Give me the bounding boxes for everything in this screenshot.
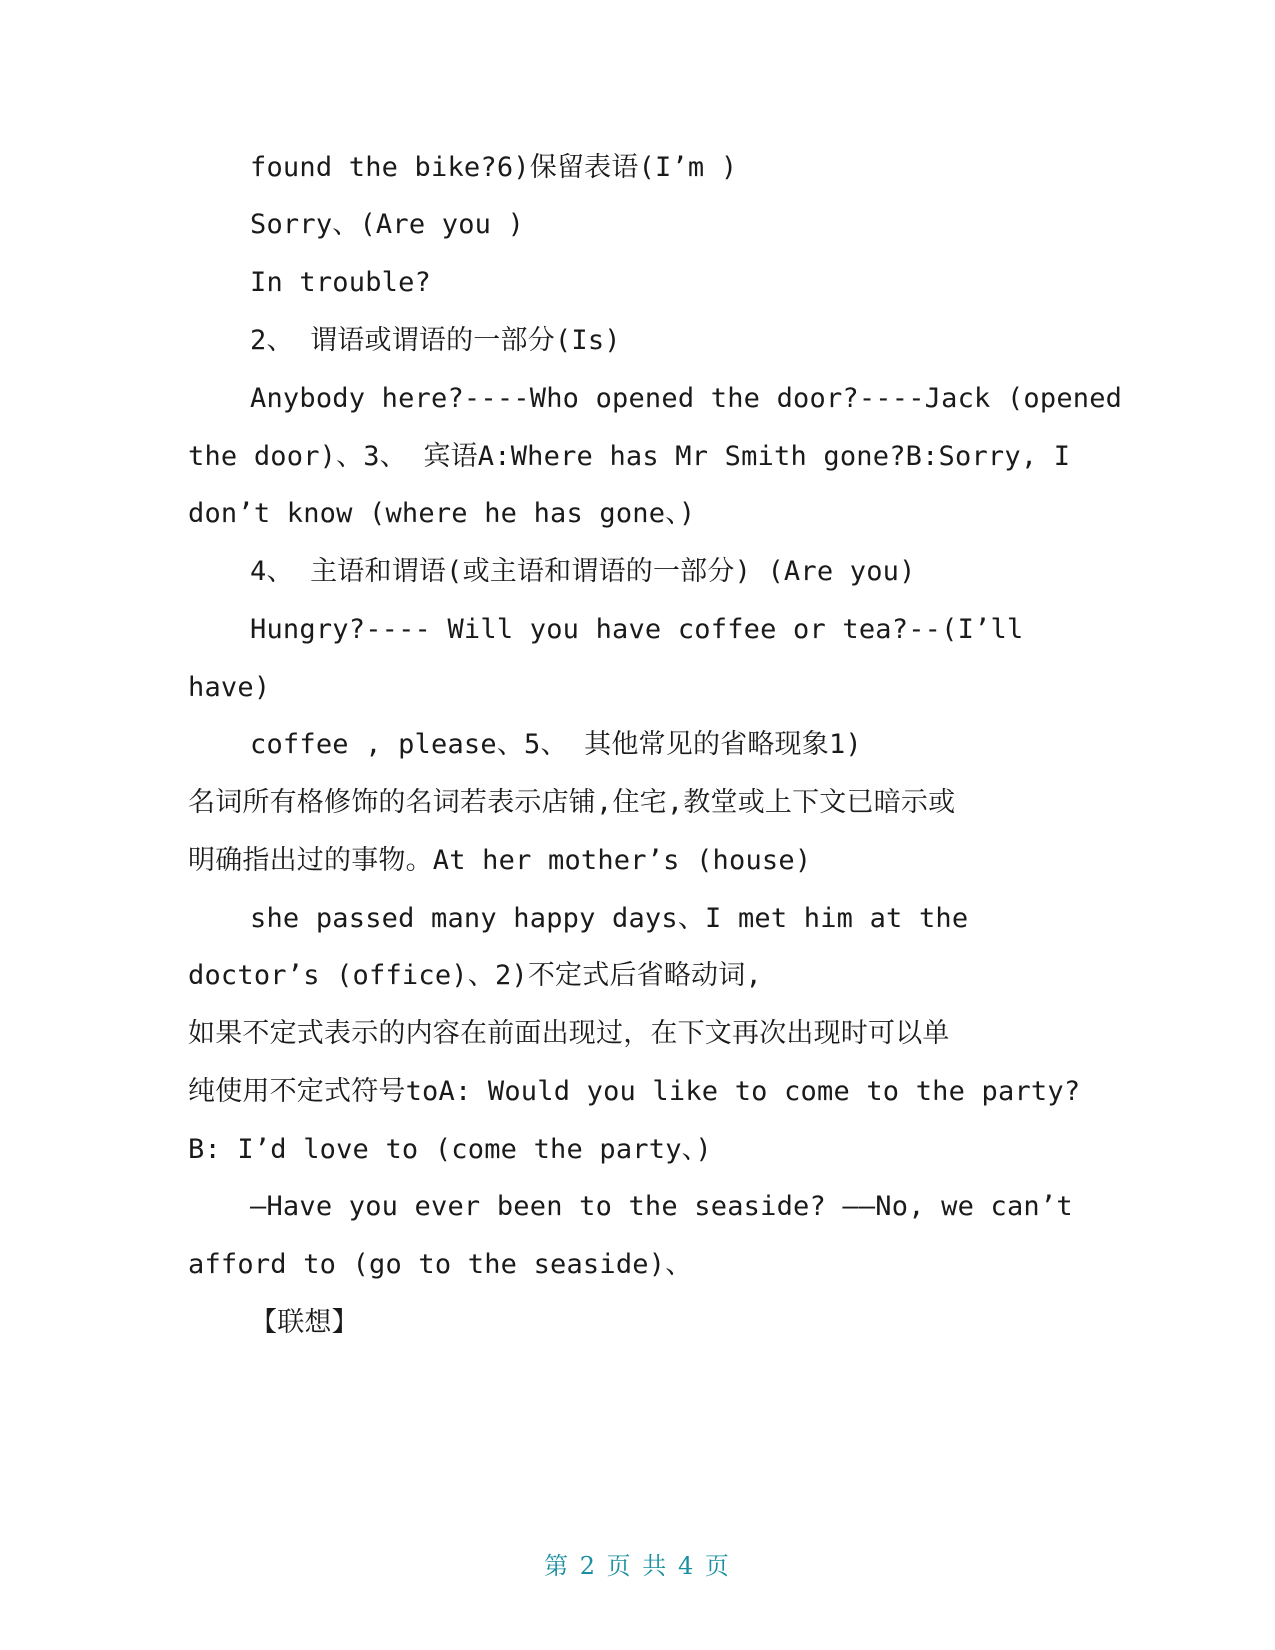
text-line: B: I’d love to (come the party、) (188, 1134, 712, 1165)
section-heading: 【联想】 (250, 1307, 359, 1338)
text-line: don’t know (where he has gone、) (188, 498, 696, 529)
text-line: In trouble? (250, 267, 432, 298)
text-line: she passed many happy days、I met him at the (250, 903, 969, 934)
text-line: 4、 主语和谓语(或主语和谓语的一部分) (Are you) (250, 556, 916, 587)
text-line: coffee , please、5、 其他常见的省略现象1) (250, 729, 862, 760)
text-line: Hungry?---- Will you have coffee or tea?--(I’ll (250, 614, 1024, 645)
text-line: 2、 谓语或谓语的一部分(Is) (250, 325, 621, 356)
page-number-footer: 第 2 页 共 4 页 (544, 1552, 731, 1580)
text-line: afford to (go to the seaside)、 (188, 1249, 693, 1280)
text-line: 明确指出过的事物。At her mother’s (house) (188, 845, 812, 876)
text-line: doctor’s (office)、2)不定式后省略动词, (188, 960, 762, 991)
text-line: the door)、3、 宾语A:Where has Mr Smith gone?B:Sorry, I (188, 441, 1071, 472)
text-line: 如果不定式表示的内容在前面出现过，在下文再次出现时可以单 (188, 1018, 950, 1049)
text-line: –Have you ever been to the seaside? ––No, we can’t (250, 1191, 1073, 1222)
text-line: 纯使用不定式符号toA: Would you like to come to the party? (188, 1076, 1081, 1107)
text-line: Sorry、(Are you ) (250, 209, 525, 240)
text-line: have) (188, 672, 271, 703)
text-line: 名词所有格修饰的名词若表示店铺,住宅,教堂或上下文已暗示或 (188, 787, 956, 818)
text-line: found the bike?6)保留表语(I’m ) (250, 152, 738, 183)
text-line: Anybody here?----Who opened the door?----Jack (opened (250, 383, 1123, 414)
